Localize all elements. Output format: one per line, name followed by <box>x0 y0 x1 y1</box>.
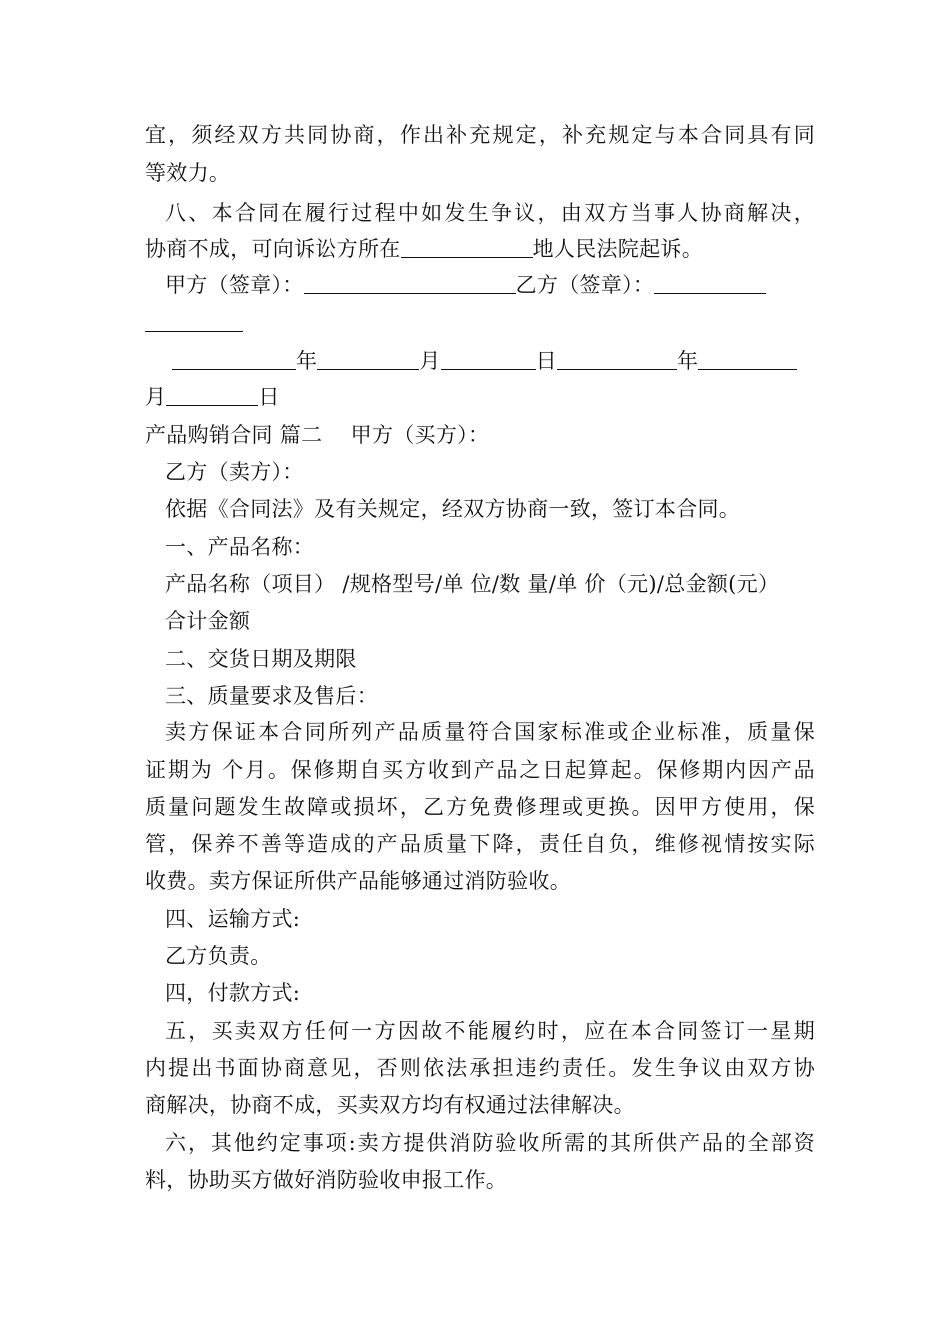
quality-paragraph-line: 收费。卖方保证所供产品能够通过消防验收。 <box>145 869 571 893</box>
date-line <box>172 346 815 376</box>
year-label: 年 <box>676 349 699 373</box>
party-b-signature-blank-cont <box>145 311 243 332</box>
product-columns-line: 产品名称（项目） /规格型号/单 位/数 量/单 价（元)/总金额(元） <box>165 572 780 596</box>
text-segment: 地人民法院起诉。 <box>532 237 704 261</box>
breach-paragraph-line: 内提出书面协商意见，否则依法承担违约责任。发生争议由双方协 <box>145 1056 815 1080</box>
party-b-signature-blank <box>654 273 766 294</box>
contract-2-title: 产品购销合同 篇二 甲方（买方）： <box>145 423 490 447</box>
party-a-signature-label: 甲方（签章）： <box>165 273 304 297</box>
preamble-line: 依据《合同法》及有关规定，经双方协商一致，签订本合同。 <box>165 497 741 521</box>
day-label: 日 <box>535 349 557 373</box>
quality-paragraph-line: 证期为 个月。保修期自买方收到产品之日起算起。保修期内因产品 <box>145 758 815 782</box>
section-heading: 三、质量要求及售后： <box>165 684 378 708</box>
section-heading: 一、产品名称： <box>165 535 315 559</box>
transport-line: 乙方负责。 <box>165 944 272 968</box>
clause-8-court-line <box>145 234 815 264</box>
clause-8-line: 八、本合同在履行过程中如发生争议，由双方当事人协商解决， <box>165 201 815 225</box>
party-a-signature-blank <box>304 273 516 294</box>
other-terms-line: 料，协助买方做好消防验收申报工作。 <box>145 1168 508 1192</box>
text-line: 等效力。 <box>145 161 231 185</box>
month-label: 月 <box>145 385 167 409</box>
breach-paragraph-line: 商解决，协商不成，买卖双方均有权通过法律解决。 <box>145 1093 635 1117</box>
date-year-blank <box>557 349 677 370</box>
date-year-blank <box>172 349 296 370</box>
quality-paragraph-line: 卖方保证本合同所列产品质量符合国家标准或企业标准，质量保 <box>165 720 815 744</box>
date-day-blank <box>166 385 258 406</box>
total-amount-line: 合计金额 <box>165 609 251 633</box>
section-heading: 四，付款方式: <box>165 981 301 1005</box>
breach-paragraph-line: 五，买卖双方任何一方因故不能履约时，应在本合同签订一星期 <box>165 1019 815 1043</box>
quality-paragraph-line: 质量问题发生故障或损坏，乙方免费修理或更换。因甲方使用，保 <box>145 795 815 819</box>
date-month-blank <box>698 349 797 370</box>
section-heading: 四、运输方式: <box>165 907 301 931</box>
text-line: 宜，须经双方共同协商，作出补充规定，补充规定与本合同具有同 <box>145 123 815 147</box>
date-continuation-line <box>145 382 815 412</box>
other-terms-line: 六，其他约定事项:卖方提供消防验收所需的其所供产品的全部资 <box>165 1131 815 1155</box>
section-heading: 二、交货日期及期限 <box>165 647 357 671</box>
date-month-blank <box>317 349 419 370</box>
party-b-line: 乙方（卖方）： <box>165 460 304 484</box>
year-label: 年 <box>296 349 318 373</box>
text-segment: 协商不成，可向诉讼方所在 <box>145 237 401 261</box>
signature-line <box>165 270 815 300</box>
day-label: 日 <box>258 385 280 409</box>
quality-paragraph-line: 管，保养不善等造成的产品质量下降，责任自负，维修视情按实际 <box>145 832 815 856</box>
party-b-signature-label: 乙方（签章）： <box>515 273 655 297</box>
court-location-blank <box>401 237 533 258</box>
date-day-blank <box>441 349 536 370</box>
signature-continuation-line <box>145 308 815 338</box>
month-label: 月 <box>419 349 441 373</box>
